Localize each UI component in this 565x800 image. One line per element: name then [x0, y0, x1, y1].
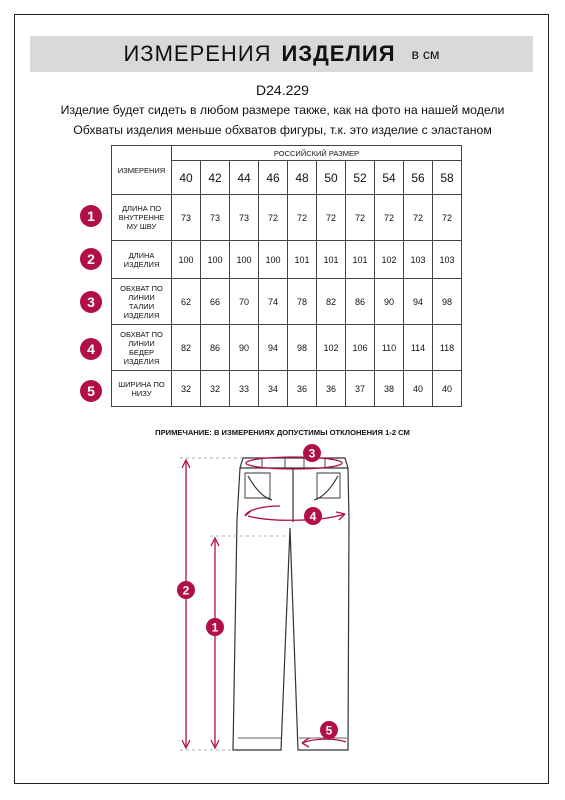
measurement-value: 33 [230, 371, 259, 407]
table-row [112, 371, 462, 407]
measurement-value: 98 [433, 279, 462, 325]
measurement-value: 74 [259, 279, 288, 325]
measurement-label [112, 195, 172, 241]
measurement-label-line: ИЗДЕЛИЯ [123, 356, 160, 366]
title-banner [30, 36, 533, 72]
measurement-value: 114 [404, 325, 433, 371]
measurement-value: 73 [172, 195, 201, 241]
measurement-label-line: МУ ШВУ [126, 222, 157, 231]
measurement-value: 70 [230, 279, 259, 325]
size-header-52: 52 [346, 161, 375, 195]
measurement-value: 110 [375, 325, 404, 371]
measurement-value: 106 [346, 325, 375, 371]
size-group-header: РОССИЙСКИЙ РАЗМЕР [172, 146, 462, 161]
measurement-value: 100 [259, 241, 288, 279]
measurement-value: 102 [375, 241, 404, 279]
size-header-48: 48 [288, 161, 317, 195]
measurement-value: 32 [201, 371, 230, 407]
measurement-label-line: ЛИНИИ [128, 292, 155, 302]
measurement-value: 98 [288, 325, 317, 371]
title-unit: в см [411, 46, 440, 62]
table-row [112, 279, 462, 325]
measurement-value: 72 [404, 195, 433, 241]
size-header-54: 54 [375, 161, 404, 195]
corner-label: ИЗМЕРЕНИЯ [112, 146, 172, 195]
measurement-value: 40 [433, 371, 462, 407]
measurement-value: 72 [288, 195, 317, 241]
row-number-badge: 2 [80, 248, 102, 270]
measurement-value: 37 [346, 371, 375, 407]
measurement-label-line: ШИРИНА ПО [118, 379, 165, 389]
table-row [112, 195, 462, 241]
measurement-value: 100 [230, 241, 259, 279]
marker-4: 4 [309, 509, 317, 524]
article-number: D24.229 [256, 82, 309, 98]
measurement-label-line: ДЛИНА ПО [121, 204, 162, 213]
measurement-value: 82 [317, 279, 346, 325]
measurement-label-line: БЕДЕР [128, 347, 154, 357]
measurement-value: 94 [259, 325, 288, 371]
marker-2: 2 [182, 583, 190, 598]
measurement-label [112, 325, 172, 371]
measurement-label-line: ВНУТРЕННЕ [118, 213, 165, 222]
row-number-badge: 3 [80, 291, 102, 313]
measurement-label-line: ОБХВАТ ПО [120, 329, 163, 339]
measurement-value: 72 [433, 195, 462, 241]
size-header-42: 42 [201, 161, 230, 195]
measurement-value: 36 [317, 371, 346, 407]
measurement-lines [182, 457, 346, 748]
marker-1: 1 [211, 620, 219, 635]
size-header-46: 46 [259, 161, 288, 195]
measurement-value: 101 [346, 241, 375, 279]
measurement-value: 73 [230, 195, 259, 241]
measurement-label-line: ДЛИНА [128, 250, 155, 260]
measurement-label-line: ИЗДЕЛИЯ [123, 259, 160, 269]
measurement-value: 100 [201, 241, 230, 279]
measurement-value: 66 [201, 279, 230, 325]
measurement-value: 90 [230, 325, 259, 371]
size-header-50: 50 [317, 161, 346, 195]
measurement-label-line: НИЗУ [131, 388, 152, 398]
measurement-value: 103 [404, 241, 433, 279]
measurement-value: 34 [259, 371, 288, 407]
tolerance-note: ПРИМЕЧАНИЕ: В ИЗМЕРЕНИЯХ ДОПУСТИМЫ ОТКЛОНЕНИЯ 1-2 СМ [155, 428, 410, 437]
measurement-value: 36 [288, 371, 317, 407]
table-row [112, 241, 462, 279]
measurement-value: 78 [288, 279, 317, 325]
measurement-label-line: ТАЛИИ [128, 301, 155, 311]
title-word-product: ИЗДЕЛИЯ [281, 41, 396, 66]
measurement-value: 72 [317, 195, 346, 241]
measurement-value: 86 [346, 279, 375, 325]
measurement-value: 38 [375, 371, 404, 407]
marker-3: 3 [308, 446, 316, 461]
marker-5: 5 [325, 723, 333, 738]
size-header-40: 40 [172, 161, 201, 195]
measurement-value: 90 [375, 279, 404, 325]
measurement-value: 72 [375, 195, 404, 241]
pants-outline [233, 458, 349, 750]
measurement-value: 73 [201, 195, 230, 241]
measurement-label-line: ЛИНИИ [128, 338, 155, 348]
measurement-value: 102 [317, 325, 346, 371]
size-table [111, 145, 462, 407]
size-header-56: 56 [404, 161, 433, 195]
measurement-value: 101 [288, 241, 317, 279]
measurement-label-line: ИЗДЕЛИЯ [123, 310, 160, 320]
size-header-44: 44 [230, 161, 259, 195]
measurement-label [112, 279, 172, 325]
measurement-value: 94 [404, 279, 433, 325]
measurement-value: 101 [317, 241, 346, 279]
diagram-markers [177, 444, 338, 739]
row-number-badge: 4 [80, 338, 102, 360]
row-number-badge: 1 [80, 205, 102, 227]
table-row [112, 325, 462, 371]
measurement-value: 32 [172, 371, 201, 407]
pants-diagram [0, 440, 565, 770]
size-header-58: 58 [433, 161, 462, 195]
measurement-value: 100 [172, 241, 201, 279]
measurement-value: 86 [201, 325, 230, 371]
row-number-badge: 5 [80, 380, 102, 402]
measurement-value: 72 [346, 195, 375, 241]
measurement-value: 82 [172, 325, 201, 371]
measurement-value: 40 [404, 371, 433, 407]
measurement-value: 103 [433, 241, 462, 279]
fit-note-line-2: Обхваты изделия меньше обхватов фигуры, т.к. это изделие с эластаном [73, 123, 492, 137]
fit-note-line-1: Изделие будет сидеть в любом размере также, как на фото на нашей модели [60, 103, 505, 117]
measurement-label [112, 241, 172, 279]
measurement-label-line: ОБХВАТ ПО [120, 283, 163, 293]
title-word-measurements: ИЗМЕРЕНИЯ [123, 41, 272, 66]
measurement-value: 72 [259, 195, 288, 241]
measurement-value: 118 [433, 325, 462, 371]
measurement-value: 62 [172, 279, 201, 325]
measurement-label [112, 371, 172, 407]
